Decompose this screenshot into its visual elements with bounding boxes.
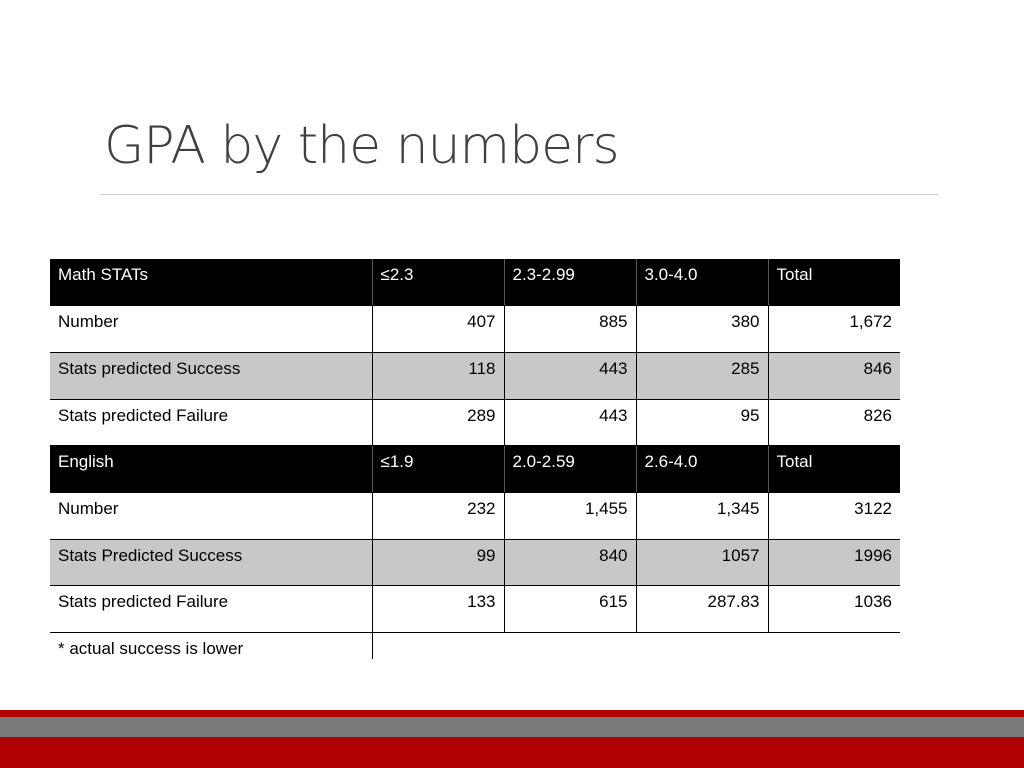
table-cell: 3122 xyxy=(768,492,900,539)
table-cell: 99 xyxy=(372,539,504,586)
table-cell: 380 xyxy=(636,306,768,353)
footer-gray-band xyxy=(0,717,1024,737)
table-cell: 133 xyxy=(372,586,504,633)
note-row xyxy=(50,633,900,660)
table-row xyxy=(50,539,900,586)
table-cell: 846 xyxy=(768,352,900,399)
table-cell: 285 xyxy=(636,352,768,399)
table-cell: 1057 xyxy=(636,539,768,586)
table-cell: 1,455 xyxy=(504,492,636,539)
table-cell: 826 xyxy=(768,399,900,446)
table-cell: 118 xyxy=(372,352,504,399)
footer-red-stripe xyxy=(0,710,1024,717)
empty-cell xyxy=(372,633,900,660)
slide-title: GPA by the numbers xyxy=(104,116,619,176)
header-cell: English xyxy=(50,446,372,493)
header-cell: 2.3-2.99 xyxy=(504,259,636,306)
table-cell: 289 xyxy=(372,399,504,446)
footnote: * actual success is lower xyxy=(50,633,372,660)
row-label: Stats predicted Failure xyxy=(50,586,372,633)
table-cell: 95 xyxy=(636,399,768,446)
row-label: Number xyxy=(50,492,372,539)
row-label: Number xyxy=(50,306,372,353)
footer-red-band xyxy=(0,737,1024,768)
table-row xyxy=(50,586,900,633)
table-cell: 1036 xyxy=(768,586,900,633)
math-header-row xyxy=(50,259,900,306)
table-cell: 232 xyxy=(372,492,504,539)
row-label: Stats predicted Failure xyxy=(50,399,372,446)
row-label: Stats predicted Success xyxy=(50,352,372,399)
table-cell: 443 xyxy=(504,352,636,399)
table-row xyxy=(50,492,900,539)
table-cell: 407 xyxy=(372,306,504,353)
table-row xyxy=(50,399,900,446)
table-row xyxy=(50,306,900,353)
header-cell: 2.0-2.59 xyxy=(504,446,636,493)
table-cell: 287.83 xyxy=(636,586,768,633)
header-cell: 3.0-4.0 xyxy=(636,259,768,306)
table-cell: 1,345 xyxy=(636,492,768,539)
table-row xyxy=(50,352,900,399)
title-divider xyxy=(100,194,938,195)
table-cell: 1,672 xyxy=(768,306,900,353)
header-cell: 2.6-4.0 xyxy=(636,446,768,493)
table-cell: 443 xyxy=(504,399,636,446)
header-cell: Total xyxy=(768,446,900,493)
table-cell: 885 xyxy=(504,306,636,353)
table-cell: 615 xyxy=(504,586,636,633)
header-cell: ≤2.3 xyxy=(372,259,504,306)
header-cell: Total xyxy=(768,259,900,306)
row-label: Stats Predicted Success xyxy=(50,539,372,586)
header-cell: ≤1.9 xyxy=(372,446,504,493)
gpa-table xyxy=(50,259,900,659)
table-cell: 840 xyxy=(504,539,636,586)
header-cell: Math STATs xyxy=(50,259,372,306)
english-header-row xyxy=(50,446,900,493)
table-cell: 1996 xyxy=(768,539,900,586)
